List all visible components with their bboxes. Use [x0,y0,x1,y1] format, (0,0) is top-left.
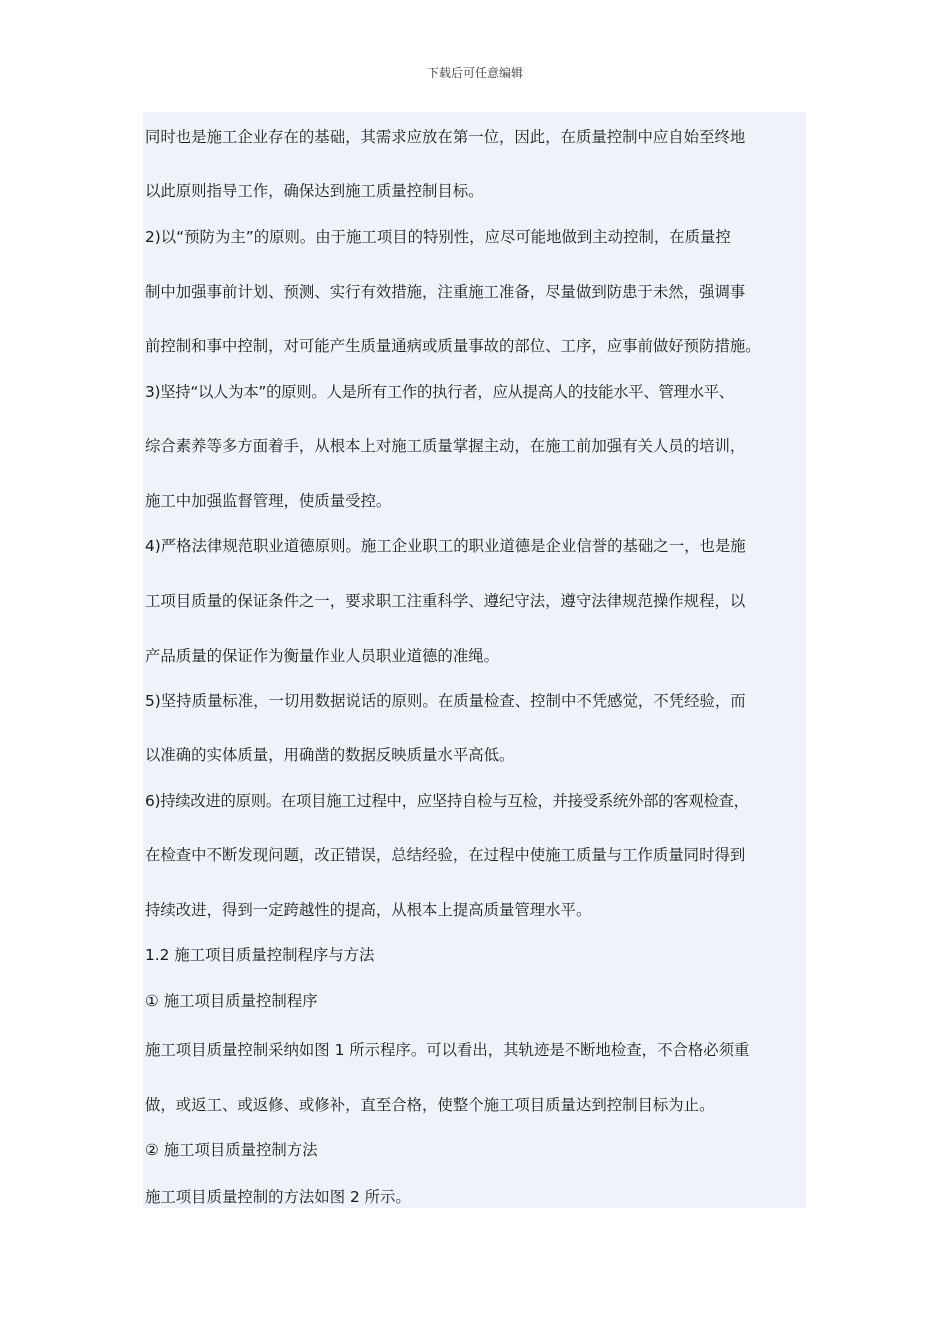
page-header: 下载后可任意编辑 [426,66,523,80]
text-line: 前控制和事中控制，对可能产生质量通病或质量事故的部位、工序，应事前做好预防措施。 [145,337,761,355]
text-line: 6)持续改进的原则。在项目施工过程中，应坚持自检与互检，并接受系统外部的客观检查， [145,792,749,810]
text-line: 综合素养等多方面着手，从根本上对施工质量掌握主动，在施工前加强有关人员的培训， [145,437,746,455]
text-line: 5)坚持质量标准，一切用数据说话的原则。在质量检查、控制中不凭感觉，不凭经验，而 [145,692,746,710]
text-line: 3)坚持“以人为本”的原则。人是所有工作的执行者，应从提高人的技能水平、管理水平、 [145,383,734,401]
section-heading: 1.2 施工项目质量控制程序与方法 [145,946,375,964]
text-line: 以此原则指导工作，确保达到施工质量控制目标。 [145,182,484,200]
text-line: 以准确的实体质量，用确凿的数据反映质量水平高低。 [145,746,515,764]
subsection-heading: ① 施工项目质量控制程序 [145,992,318,1010]
text-line: 产品质量的保证作为衡量作业人员职业道德的准绳。 [145,647,499,665]
text-line: 同时也是施工企业存在的基础，其需求应放在第一位，因此，在质量控制中应自始至终地 [145,128,746,146]
subsection-heading: ② 施工项目质量控制方法 [145,1141,318,1159]
text-line: 施工中加强监督管理，使质量受控。 [145,492,392,510]
text-line: 做，或返工、或返修、或修补，直至合格，使整个施工项目质量达到控制目标为止。 [145,1096,715,1114]
text-line: 在检查中不断发现问题，改正错误，总结经验，在过程中使施工质量与工作质量同时得到 [145,846,746,864]
text-line: 制中加强事前计划、预测、实行有效措施，注重施工准备，尽量做到防患于未然，强调事 [145,283,746,301]
text-line: 施工项目质量控制的方法如图 2 所示。 [145,1188,411,1206]
text-line: 工项目质量的保证条件之一，要求职工注重科学、遵纪守法，遵守法律规范操作规程，以 [145,592,746,610]
text-line: 施工项目质量控制采纳如图 1 所示程序。可以看出，其轨迹是不断地检查，不合格必须重 [145,1041,750,1059]
text-line: 4)严格法律规范职业道德原则。施工企业职工的职业道德是企业信誉的基础之一，也是施 [145,537,746,555]
text-line: 2)以“预防为主”的原则。由于施工项目的特别性，应尽可能地做到主动控制，在质量控 [145,228,731,246]
text-line: 持续改进，得到一定跨越性的提高，从根本上提高质量管理水平。 [145,901,592,919]
